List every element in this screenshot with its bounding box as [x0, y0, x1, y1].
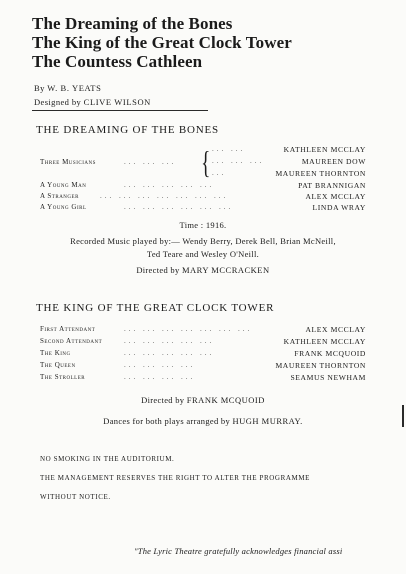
leader-dots: ...: [212, 169, 227, 177]
leader-dots: ... ... ...: [212, 157, 265, 165]
by-prefix: By: [34, 83, 45, 93]
role-stranger: A Stranger: [40, 192, 79, 200]
leader-dots: ... ... ... ...: [124, 361, 196, 369]
title-king-of-great-clock-tower: The King of the Great Clock Tower: [32, 33, 292, 52]
title-dreaming-of-the-bones: The Dreaming of the Bones: [32, 14, 233, 33]
play2-heading: THE KING OF THE GREAT CLOCK TOWER: [36, 302, 275, 314]
director-name: FRANK MCQUOID: [186, 395, 265, 405]
role-second-attendant: Second Attendant: [40, 337, 103, 345]
actor-musician-3: MAUREEN THORNTON: [275, 169, 366, 178]
role-first-attendant: First Attendant: [40, 325, 96, 333]
leader-dots: ... ... ... ... ...: [124, 181, 215, 189]
role-king: The King: [40, 349, 71, 357]
director-name: MARY MCCRACKEN: [181, 265, 270, 275]
directed-prefix: Directed by: [141, 395, 185, 405]
brace-mark: {: [201, 144, 211, 180]
designer-credit: [34, 97, 151, 107]
notice-management-line-2: WITHOUT NOTICE.: [40, 493, 111, 501]
role-queen: The Queen: [40, 361, 76, 369]
directed-prefix: Directed by: [136, 265, 180, 275]
author-credit: [34, 83, 101, 93]
actor-stranger: ALEX MCCLAY: [305, 192, 366, 201]
title-underline: [32, 110, 208, 111]
page-edge-mark: [402, 405, 404, 427]
play-titles: [32, 14, 292, 71]
leader-dots: ... ... ... ... ...: [124, 337, 215, 345]
role-young-man: A Young Man: [40, 181, 87, 189]
actor-queen: MAUREEN THORNTON: [275, 361, 366, 370]
notice-management-line-1: THE MANAGEMENT RESERVES THE RIGHT TO ALTER THE PROGRAMME: [40, 474, 311, 482]
leader-dots: ... ... ... ... ...: [124, 349, 215, 357]
play2-director: [0, 395, 406, 405]
actor-first-attendant: ALEX MCCLAY: [305, 325, 366, 334]
leader-dots: ... ... ... ... ... ... ...: [100, 192, 229, 200]
actor-young-girl: LINDA WRAY: [312, 203, 366, 212]
actor-king: FRANK MCQUOID: [294, 349, 366, 358]
play1-heading: THE DREAMING OF THE BONES: [36, 124, 219, 136]
dances-arranger: HUGH MURRAY.: [232, 416, 303, 426]
play1-director: [0, 265, 406, 275]
recorded-music-line-1: Recorded Music played by:— Wendy Berry, Derek Bell, Brian McNeill,: [70, 236, 336, 246]
dances-prefix: Dances for both plays arranged by: [103, 416, 231, 426]
play1-time: Time : 1916.: [179, 220, 227, 230]
dances-credit: [0, 416, 406, 426]
leader-dots: ... ... ...: [124, 158, 177, 166]
role-stroller: The Stroller: [40, 373, 86, 381]
title-countess-cathleen: The Countess Cathleen: [32, 52, 203, 71]
leader-dots: ... ...: [212, 145, 246, 153]
designer-name: CLIVE WILSON: [83, 97, 151, 107]
role-three-musicians: Three Musicians: [40, 158, 96, 166]
actor-musician-1: KATHLEEN MCCLAY: [283, 145, 366, 154]
author-name: W. B. YEATS: [47, 83, 102, 93]
actor-second-attendant: KATHLEEN MCCLAY: [283, 337, 366, 346]
designed-prefix: Designed by: [34, 97, 82, 107]
notice-no-smoking: NO SMOKING IN THE AUDITORIUM.: [40, 455, 175, 463]
recorded-music-line-2: Ted Teare and Wesley O'Neill.: [146, 249, 260, 259]
role-young-girl: A Young Girl: [40, 203, 87, 211]
actor-stroller: SEAMUS NEWHAM: [290, 373, 366, 382]
actor-musician-2: MAUREEN DOW: [301, 157, 366, 166]
leader-dots: ... ... ... ...: [124, 373, 196, 381]
leader-dots: ... ... ... ... ... ...: [124, 203, 234, 211]
acknowledgement-text: "The Lyric Theatre gratefully acknowledges financial assi: [134, 546, 343, 556]
actor-young-man: PAT BRANNIGAN: [298, 181, 366, 190]
leader-dots: ... ... ... ... ... ... ...: [124, 325, 253, 333]
